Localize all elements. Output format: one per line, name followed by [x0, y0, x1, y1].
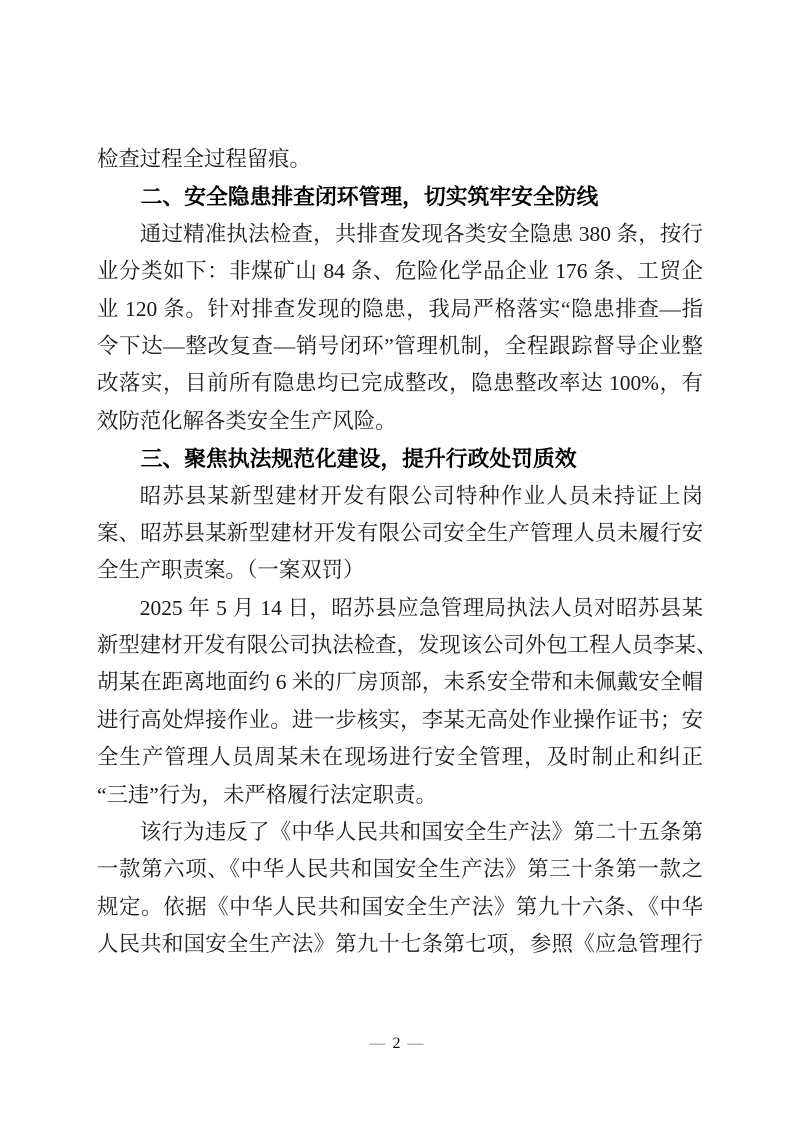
text-line: 改落实，目前所有隐患均已完成整改，隐患整改率达 100%，有 [97, 371, 703, 396]
text-line: 效防范化解各类安全生产风险。 [97, 408, 397, 433]
text-line: 胡某在距离地面约 6 米的厂房顶部，未系安全带和未佩戴安全帽 [97, 670, 703, 695]
text-line: 业分类如下：非煤矿山 84 条、危险化学品企业 176 条、工贸企 [97, 259, 703, 284]
footer-dash-right: — [407, 1035, 424, 1052]
text-line: 检查过程全过程留痕。 [97, 147, 311, 171]
text-line: 案、昭苏县某新型建材开发有限公司安全生产管理人员未履行安 [97, 520, 703, 545]
text-line: 一款第六项、《中华人民共和国安全生产法》第三十条第一款之 [97, 857, 703, 882]
text-line: 全生产管理人员周某未在现场进行安全管理，及时制止和纠正 [97, 745, 703, 770]
text-line: 2025 年 5 月 14 日，昭苏县应急管理局执法人员对昭苏县某 [139, 595, 703, 620]
text-line: 昭苏县某新型建材开发有限公司特种作业人员未持证上岗 [139, 483, 703, 508]
text-line: 业 120 条。针对排查发现的隐患，我局严格落实“隐患排查—指 [97, 296, 703, 321]
page-footer [0, 1032, 793, 1056]
document-body [97, 141, 718, 964]
text-line: 人民共和国安全生产法》第九十七条第七项，参照《应急管理行 [97, 932, 703, 957]
text-line: 该行为违反了《中华人民共和国安全生产法》第二十五条第 [139, 820, 703, 845]
text-line: 规定。依据《中华人民共和国安全生产法》第九十六条、《中华 [97, 894, 703, 919]
page-number: 2 [392, 1035, 401, 1052]
section-heading: 三、聚焦执法规范化建设，提升行政处罚质效 [140, 446, 577, 472]
text-line: 全生产职责案。（一案双罚） [97, 558, 365, 583]
text-line: 通过精准执法检查，共排查发现各类安全隐患 380 条，按行 [139, 221, 703, 246]
text-line: 令下达—整改复查—销号闭环”管理机制，全程跟踪督导企业整 [97, 333, 703, 358]
section-heading: 二、安全隐患排查闭环管理，切实筑牢安全防线 [140, 184, 599, 210]
text-line: 进行高处焊接作业。进一步核实，李某无高处作业操作证书；安 [97, 707, 703, 732]
text-line: “三违”行为，未严格履行法定职责。 [97, 782, 437, 807]
text-line: 新型建材开发有限公司执法检查，发现该公司外包工程人员李某、 [97, 633, 718, 658]
footer-dash-left: — [369, 1035, 386, 1052]
